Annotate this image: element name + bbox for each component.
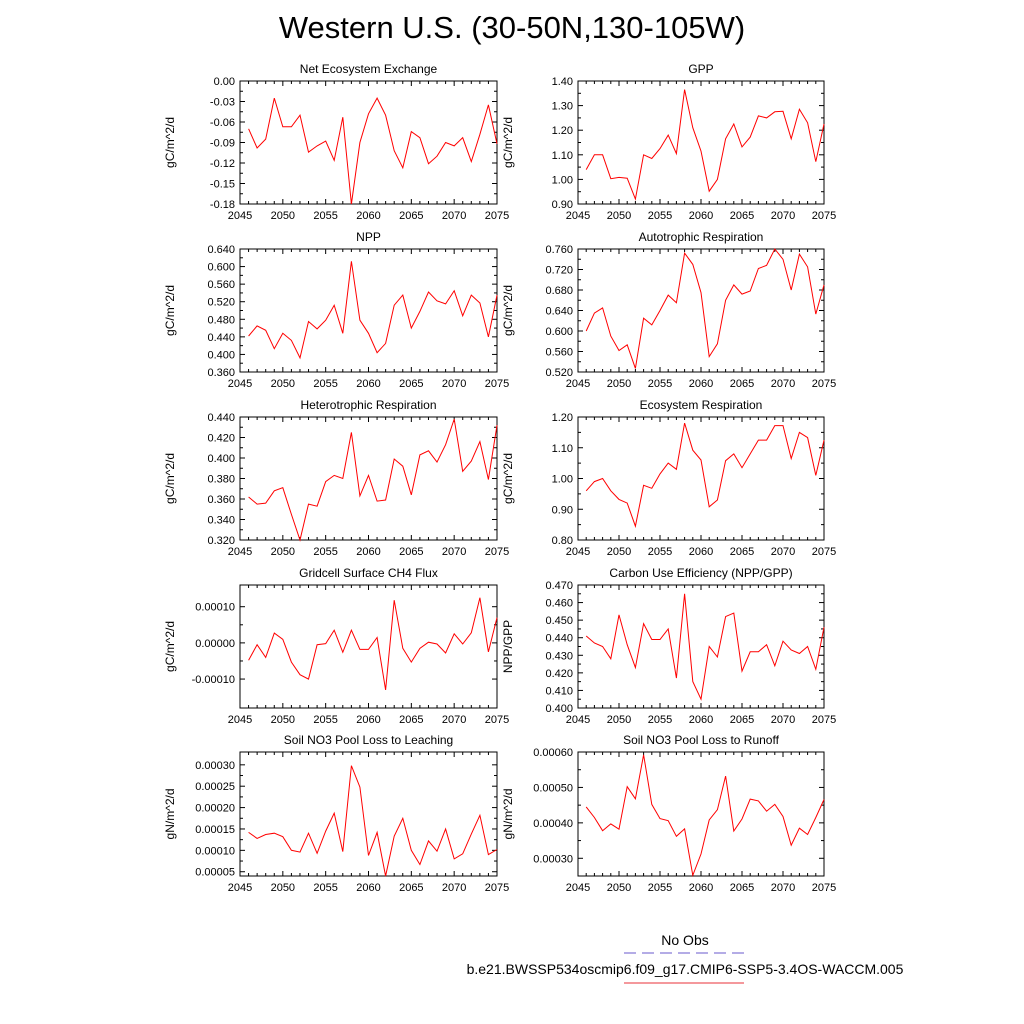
y-tick-label: -0.03 bbox=[209, 96, 235, 109]
x-tick-label: 2075 bbox=[811, 714, 837, 726]
x-tick-label: 2070 bbox=[770, 210, 796, 222]
x-tick-label: 2060 bbox=[356, 882, 381, 894]
y-tick-label: -0.00010 bbox=[191, 674, 235, 687]
y-tick-label: 0.340 bbox=[207, 514, 235, 527]
y-tick-label: 0.80 bbox=[551, 535, 573, 547]
y-axis-label: gC/m^2/d bbox=[163, 285, 177, 336]
y-tick-label: 0.00030 bbox=[533, 853, 573, 866]
y-tick-label: 0.00040 bbox=[533, 817, 573, 830]
y-tick-label: 0.760 bbox=[545, 244, 573, 256]
x-tick-label: 2075 bbox=[811, 378, 837, 390]
y-tick-label: 0.520 bbox=[545, 367, 573, 379]
x-tick-label: 2060 bbox=[688, 546, 714, 558]
y-tick-label: 0.640 bbox=[207, 244, 235, 256]
y-tick-label: 0.480 bbox=[207, 314, 235, 327]
x-tick-label: 2045 bbox=[565, 210, 591, 222]
x-tick-label: 2050 bbox=[606, 210, 632, 222]
x-tick-label: 2055 bbox=[647, 210, 673, 222]
x-tick-label: 2065 bbox=[399, 882, 424, 894]
chart-panel bbox=[163, 733, 509, 894]
y-tick-label: 0.00010 bbox=[195, 601, 235, 614]
y-tick-label: 0.560 bbox=[207, 279, 235, 292]
x-tick-label: 2070 bbox=[770, 714, 796, 726]
chart-panel bbox=[163, 398, 509, 558]
x-tick-label: 2060 bbox=[688, 210, 714, 222]
x-tick-label: 2055 bbox=[313, 882, 338, 894]
x-tick-label: 2055 bbox=[647, 546, 673, 558]
panel-title: Net Ecosystem Exchange bbox=[299, 62, 438, 76]
y-tick-label: -0.12 bbox=[209, 158, 235, 170]
plot-frame bbox=[578, 417, 824, 540]
y-tick-label: -0.06 bbox=[209, 117, 235, 129]
x-tick-label: 2075 bbox=[484, 378, 510, 390]
series-line bbox=[586, 594, 824, 699]
series-line bbox=[586, 90, 824, 200]
x-tick-label: 2050 bbox=[270, 546, 296, 558]
chart-panel bbox=[501, 398, 836, 558]
x-tick-label: 2055 bbox=[313, 378, 338, 390]
panel-title: Autotrophic Respiration bbox=[638, 230, 764, 244]
y-tick-label: 0.00005 bbox=[195, 866, 235, 879]
y-tick-label: 0.470 bbox=[545, 580, 573, 592]
x-tick-label: 2050 bbox=[270, 378, 296, 390]
y-tick-label: 0.420 bbox=[207, 432, 235, 445]
y-tick-label: 0.430 bbox=[545, 650, 573, 663]
x-tick-label: 2060 bbox=[356, 714, 381, 726]
series-line bbox=[249, 98, 497, 204]
y-tick-label: 0.460 bbox=[545, 597, 573, 610]
y-axis-label: gC/m^2/d bbox=[163, 453, 177, 504]
y-tick-label: 1.30 bbox=[551, 100, 573, 113]
plot-frame bbox=[578, 249, 824, 372]
y-tick-label: 0.00020 bbox=[195, 802, 235, 815]
legend-label-model-run: b.e21.BWSSP534oscmip6.f09_g17.CMIP6-SSP5-3.4OS-WACCM.005 bbox=[466, 961, 904, 977]
y-tick-label: 0.00050 bbox=[533, 782, 573, 795]
x-tick-label: 2045 bbox=[565, 378, 591, 390]
y-axis-label: gN/m^2/d bbox=[163, 788, 177, 840]
x-tick-label: 2045 bbox=[227, 210, 253, 222]
x-tick-label: 2065 bbox=[399, 546, 424, 558]
plot-frame bbox=[240, 81, 497, 204]
chart-panel bbox=[501, 566, 836, 726]
y-tick-label: 0.440 bbox=[545, 632, 573, 645]
x-tick-label: 2050 bbox=[606, 714, 632, 726]
y-tick-label: 1.20 bbox=[551, 412, 573, 424]
y-tick-label: 0.380 bbox=[207, 473, 235, 486]
panel-title: Carbon Use Efficiency (NPP/GPP) bbox=[609, 566, 793, 580]
y-tick-label: 0.90 bbox=[551, 504, 573, 517]
y-tick-label: 0.400 bbox=[207, 349, 235, 362]
y-tick-label: 0.720 bbox=[545, 264, 573, 277]
x-tick-label: 2065 bbox=[399, 210, 424, 222]
x-tick-label: 2060 bbox=[356, 210, 381, 222]
x-tick-label: 2065 bbox=[729, 714, 755, 726]
x-tick-label: 2065 bbox=[729, 882, 755, 894]
plot-frame bbox=[240, 417, 497, 540]
y-tick-label: 0.410 bbox=[545, 685, 573, 698]
plot-frame bbox=[240, 249, 497, 372]
x-tick-label: 2045 bbox=[227, 714, 253, 726]
x-tick-label: 2055 bbox=[313, 546, 338, 558]
plot-frame bbox=[578, 81, 824, 204]
y-tick-label: 1.10 bbox=[551, 442, 573, 455]
y-tick-label: 0.00 bbox=[213, 76, 235, 88]
x-tick-label: 2050 bbox=[606, 882, 632, 894]
x-tick-label: 2050 bbox=[270, 882, 296, 894]
y-axis-label: gC/m^2/d bbox=[501, 117, 515, 168]
x-tick-label: 2065 bbox=[399, 714, 424, 726]
x-tick-label: 2045 bbox=[565, 714, 591, 726]
plot-frame bbox=[240, 752, 497, 876]
x-tick-label: 2050 bbox=[606, 546, 632, 558]
x-tick-label: 2060 bbox=[688, 714, 714, 726]
x-tick-label: 2065 bbox=[729, 210, 755, 222]
y-tick-label: 1.00 bbox=[551, 473, 573, 486]
plot-frame bbox=[578, 585, 824, 708]
x-tick-label: 2045 bbox=[565, 882, 591, 894]
series-line bbox=[586, 755, 824, 876]
y-tick-label: 0.600 bbox=[545, 326, 573, 338]
panel-title: GPP bbox=[688, 62, 714, 76]
panel-title: NPP bbox=[356, 230, 381, 244]
y-axis-label: NPP/GPP bbox=[501, 619, 515, 674]
y-tick-label: 0.00000 bbox=[195, 637, 235, 650]
series-line bbox=[586, 249, 824, 368]
y-axis-label: gN/m^2/d bbox=[501, 788, 515, 840]
x-tick-label: 2075 bbox=[484, 546, 510, 558]
x-tick-label: 2055 bbox=[647, 882, 673, 894]
y-tick-label: 0.00025 bbox=[195, 781, 235, 794]
x-tick-label: 2070 bbox=[770, 546, 796, 558]
series-line bbox=[249, 766, 497, 876]
x-tick-label: 2070 bbox=[770, 378, 796, 390]
chart-panel bbox=[501, 733, 836, 894]
x-tick-label: 2070 bbox=[441, 882, 467, 894]
y-tick-label: 0.450 bbox=[545, 615, 573, 628]
legend-obs-line bbox=[622, 950, 746, 956]
y-tick-label: 0.00060 bbox=[533, 747, 573, 759]
series-line bbox=[249, 598, 497, 690]
series-line bbox=[249, 261, 497, 358]
series-line bbox=[586, 423, 824, 526]
x-tick-label: 2055 bbox=[647, 714, 673, 726]
y-tick-label: 1.00 bbox=[551, 174, 573, 187]
x-tick-label: 2075 bbox=[484, 210, 510, 222]
panel-title: Ecosystem Respiration bbox=[639, 398, 763, 412]
x-tick-label: 2055 bbox=[313, 210, 338, 222]
x-tick-label: 2060 bbox=[688, 378, 714, 390]
y-tick-label: 0.320 bbox=[207, 535, 235, 547]
x-tick-label: 2050 bbox=[270, 714, 296, 726]
x-tick-label: 2065 bbox=[399, 378, 424, 390]
y-axis-label: gC/m^2/d bbox=[501, 285, 515, 336]
legend-model-line bbox=[622, 980, 746, 986]
x-tick-label: 2070 bbox=[441, 714, 467, 726]
y-tick-label: 0.560 bbox=[545, 346, 573, 359]
chart-panel bbox=[501, 230, 836, 390]
x-tick-label: 2075 bbox=[484, 714, 510, 726]
panel-title: Heterotrophic Respiration bbox=[300, 398, 437, 412]
x-tick-label: 2055 bbox=[647, 378, 673, 390]
x-tick-label: 2075 bbox=[484, 882, 510, 894]
x-tick-label: 2045 bbox=[227, 546, 253, 558]
y-tick-label: 0.600 bbox=[207, 261, 235, 274]
y-tick-label: 0.640 bbox=[545, 305, 573, 318]
x-tick-label: 2050 bbox=[606, 378, 632, 390]
chart-panel bbox=[501, 62, 836, 222]
y-tick-label: 0.360 bbox=[207, 494, 235, 506]
legend-label-no-obs: No Obs bbox=[661, 932, 709, 948]
x-tick-label: 2055 bbox=[313, 714, 338, 726]
x-tick-label: 2060 bbox=[356, 378, 381, 390]
plot-frame bbox=[578, 752, 824, 876]
y-tick-label: 0.520 bbox=[207, 296, 235, 309]
y-tick-label: 0.00030 bbox=[195, 759, 235, 772]
panel-title: Gridcell Surface CH4 Flux bbox=[299, 566, 438, 580]
x-tick-label: 2065 bbox=[729, 546, 755, 558]
y-tick-label: 0.420 bbox=[545, 667, 573, 680]
page-title: Western U.S. (30-50N,130-105W) bbox=[278, 10, 746, 45]
y-tick-label: 1.20 bbox=[551, 125, 573, 138]
y-tick-label: 0.00010 bbox=[195, 845, 235, 858]
y-tick-label: 0.440 bbox=[207, 412, 235, 424]
x-tick-label: 2070 bbox=[441, 210, 467, 222]
x-tick-label: 2070 bbox=[770, 882, 796, 894]
y-tick-label: -0.09 bbox=[209, 137, 235, 150]
y-tick-label: 0.680 bbox=[545, 285, 573, 297]
x-tick-label: 2065 bbox=[729, 378, 755, 390]
x-tick-label: 2075 bbox=[811, 546, 837, 558]
x-tick-label: 2045 bbox=[227, 882, 253, 894]
x-tick-label: 2070 bbox=[441, 546, 467, 558]
y-axis-label: gC/m^2/d bbox=[163, 621, 177, 672]
series-line bbox=[249, 419, 497, 540]
x-tick-label: 2060 bbox=[688, 882, 714, 894]
y-tick-label: 0.00015 bbox=[195, 823, 235, 836]
x-tick-label: 2075 bbox=[811, 210, 837, 222]
panel-title: Soil NO3 Pool Loss to Runoff bbox=[623, 733, 779, 747]
chart-panel bbox=[163, 230, 509, 390]
x-tick-label: 2045 bbox=[227, 378, 253, 390]
chart-panel bbox=[163, 566, 509, 726]
y-tick-label: 0.400 bbox=[545, 703, 573, 715]
chart-panel bbox=[163, 62, 509, 222]
y-tick-label: 1.10 bbox=[551, 149, 573, 162]
x-tick-label: 2075 bbox=[811, 882, 837, 894]
x-tick-label: 2050 bbox=[270, 210, 296, 222]
y-axis-label: gC/m^2/d bbox=[501, 453, 515, 504]
x-tick-label: 2060 bbox=[356, 546, 381, 558]
x-tick-label: 2045 bbox=[565, 546, 591, 558]
y-tick-label: 0.440 bbox=[207, 331, 235, 344]
y-tick-label: -0.18 bbox=[209, 199, 235, 211]
y-tick-label: 0.90 bbox=[551, 199, 573, 211]
x-tick-label: 2070 bbox=[441, 378, 467, 390]
y-tick-label: 0.400 bbox=[207, 453, 235, 465]
y-tick-label: -0.15 bbox=[209, 178, 235, 191]
y-tick-label: 1.40 bbox=[551, 76, 573, 88]
panel-title: Soil NO3 Pool Loss to Leaching bbox=[283, 733, 454, 747]
plot-frame bbox=[240, 585, 497, 708]
y-tick-label: 0.360 bbox=[207, 367, 235, 379]
y-axis-label: gC/m^2/d bbox=[163, 117, 177, 168]
